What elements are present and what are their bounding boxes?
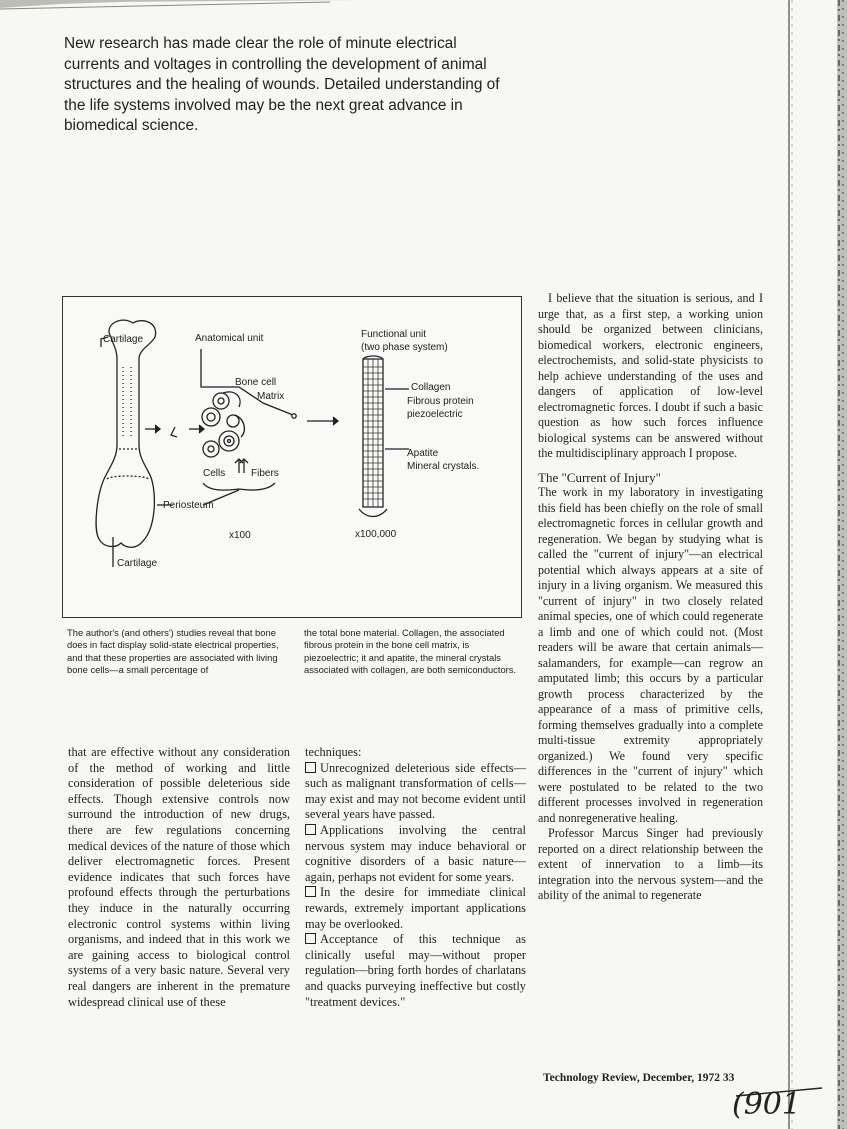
section-heading: The "Current of Injury"	[538, 469, 661, 485]
label-magnification-100000: x100,000	[355, 529, 397, 540]
article-deck: New research has made clear the role of minute electrical currents and voltages in controlling the development of animal structures and the healing of wounds. Detailed understanding of the life systems involved may be the next great advance in biomedical science.	[64, 35, 500, 134]
label-magnification-100: x100	[229, 530, 251, 541]
page-footer: Technology Review, December, 1972 33	[543, 1072, 735, 1084]
text-column-2	[305, 745, 526, 1010]
label-piezoelectric: piezoelectric	[407, 409, 463, 420]
label-fibrous-protein: Fibrous protein	[407, 396, 474, 407]
list-item-text: Unrecognized deleterious side effects—such as malignant transformation of cells—may exist and may not become evident until several years have passed.	[305, 760, 526, 822]
label-matrix: Matrix	[257, 391, 285, 402]
list-item	[305, 761, 526, 823]
list-item	[305, 932, 526, 1010]
label-cartilage-bottom: Cartilage	[117, 558, 158, 569]
label-cartilage-top: Cartilage	[103, 334, 144, 345]
list-item-text: In the desire for immediate clinical rewards, extremely important applications may be overlooked.	[305, 885, 526, 931]
column-3-paragraph-1: I believe that the situation is serious, and I urge that, as a first step, a working union should be organized between clinicians, biomedical workers, electronic engineers, electrochemists, and solid-state physicists to help achieve understanding of the uses and dangers of application of low-level electromagnetic forces. I doubt if such a basic question as how such forces influence biological systems can be answered without the multidisciplinary approach I propose.	[538, 291, 763, 460]
checkbox-square-icon	[305, 886, 316, 897]
scan-edge-right	[779, 0, 847, 1129]
label-mineral-crystals: Mineral crystals.	[407, 461, 480, 472]
label-fibers: Fibers	[251, 468, 279, 479]
list-item	[305, 823, 526, 885]
label-bone-cell: Bone cell	[235, 377, 277, 388]
column-1-paragraph: that are effective without any consideration of the method of working and little consideration of possible deleterious side effects. Though extensive controls now surround the introduction of new drugs, there are few regulations concerning medical devices of the nature of those which deliver electromagnetic forces. Present evidence indicates that such forces have profound effects through the perturbations they induce in the naturally occurring electronic control systems within living organisms, and indeed that in this work we are gaining access to biological control systems of a very basic nature. Several very real dangers are inherent in the premature widespread clinical use of these	[68, 745, 290, 1009]
list-item	[305, 885, 526, 932]
checkbox-square-icon	[305, 933, 316, 944]
label-anatomical-unit: Anatomical unit	[195, 333, 264, 344]
label-two-phase: (two phase system)	[361, 342, 448, 353]
label-periosteum: Periosteum	[163, 500, 214, 511]
list-item-text: Applications involving the central nervous system may induce behavioral or cognitive disorders of a basic nature—again, perhaps not evident for some years.	[305, 822, 526, 884]
label-apatite: Apatite	[407, 448, 439, 459]
handwritten-annotation	[728, 1082, 828, 1126]
femur-bone	[96, 320, 156, 547]
label-cells: Cells	[203, 468, 226, 479]
scan-edge-top	[0, 0, 847, 14]
label-functional-unit: Functional unit	[361, 329, 427, 340]
text-column-1	[68, 745, 290, 1010]
text-column-3	[538, 291, 763, 904]
column-3-paragraph-2: The work in my laboratory in investigating this field has been chiefly on the role of small electromagnetic forces in cellular growth and regeneration. We began by studying what is called the "current of injury"—an electrical potential which always appears at a site of injury in a living organism. We measured this "current of injury" in two closely related animal species, one of which could regenerate a limb and one of which could not. (Most readers will be aware that certain animals—salamanders, for example—can regrow an amputated limb; this occurs by a particular growth process characterized by the appearance of a mass of primitive cells, forming themselves gradually into a complete multi-tissue extremity appropriately organized.) We found very specific differences in the "current of injury" which were postulated to be related to the two different processes involved in regeneration and nonregenerative healing.	[538, 485, 763, 825]
handwritten-number: (901	[732, 1087, 801, 1122]
checkbox-square-icon	[305, 762, 316, 773]
list-item-text: Acceptance of this technique as clinically useful may—without proper regulation—bring forth hordes of charlatans and quacks purveying ineffective but costly "treatment devices."	[305, 932, 526, 1009]
checkbox-square-icon	[305, 824, 316, 835]
column-2-intro: techniques:	[305, 745, 362, 759]
figure-caption-right: the total bone material. Collagen, the associated fibrous protein in the bone cell matrix, is piezoelectric; it and apatite, the mineral crystals associated with collagen, are both semiconductors.	[304, 627, 517, 676]
label-collagen: Collagen	[411, 382, 451, 393]
column-3-paragraph-3: Professor Marcus Singer had previously reported on a direct relationship between the extent of innervation to a limb—its integration into the nervous system—and the ability of the animal to regenerate	[538, 826, 763, 902]
figure-caption-left: The author's (and others') studies reveal that bone does in fact display solid-state electrical properties, and that these properties are associated with living bone cells—a small percentage of	[67, 627, 279, 676]
bone-structure-figure	[62, 296, 522, 618]
